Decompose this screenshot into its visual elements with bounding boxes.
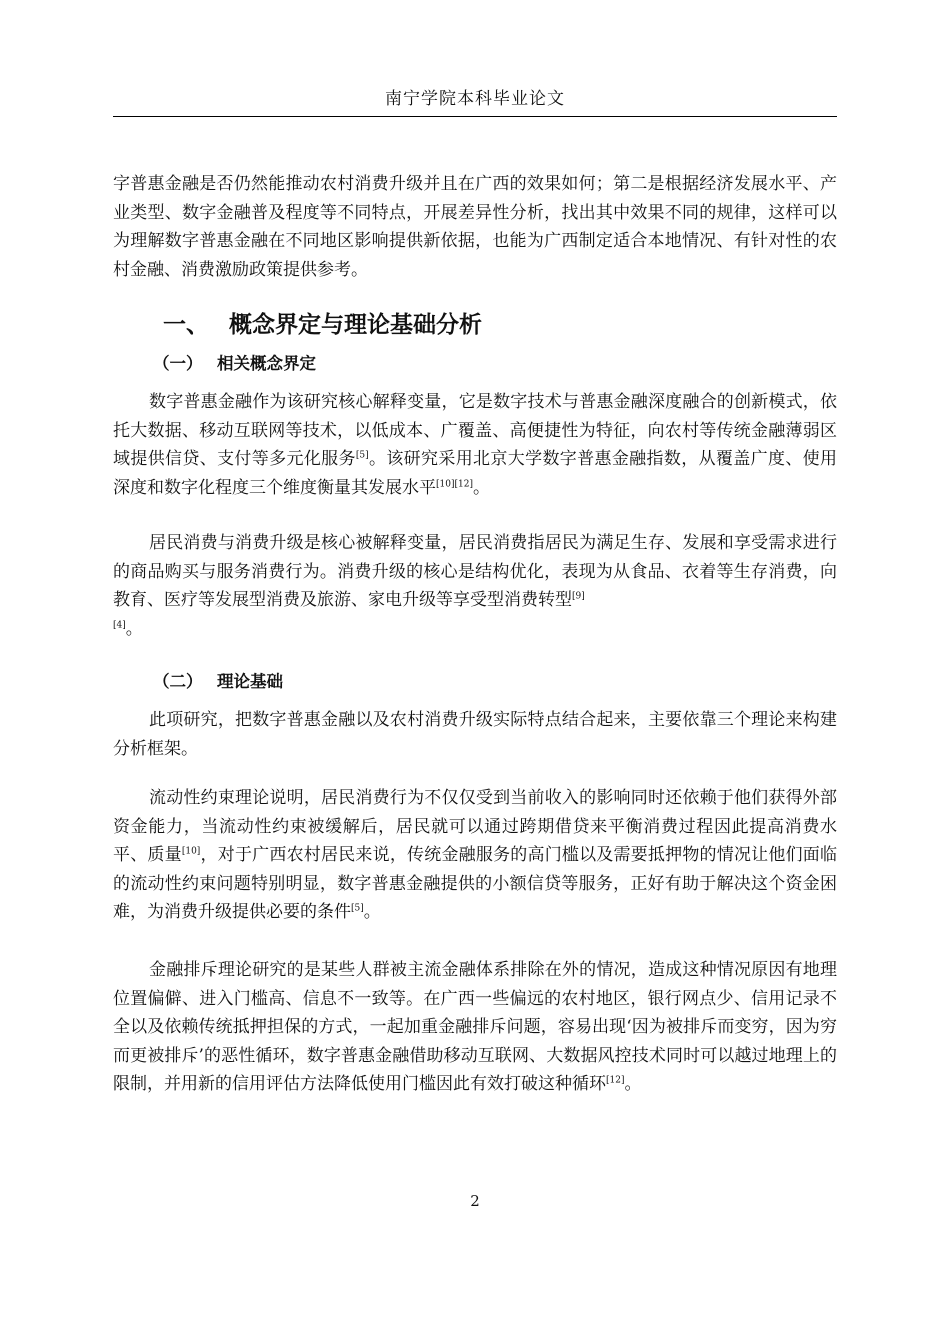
text: 流动性约束理论说明，居民消费行为不仅仅受到当前收入的影响同时还依赖于他们获得外部资金能力，当流动性约束被缓解后，居民就可以通过跨期借贷来平衡消费过程因此提高消费水平、质量 [113,788,837,865]
paragraph-digital-finance [113,388,837,502]
subsection-heading-theory [153,668,283,692]
citation: [9] [572,591,585,602]
paragraph-consumption [113,529,837,643]
subsection-heading-concepts [153,350,316,374]
citation: [12] [606,1075,625,1086]
subsection-number: （二） [153,672,203,691]
citation: [5] [355,450,369,461]
page-number: 2 [470,1192,480,1210]
paragraph-financial-exclusion [113,956,837,1099]
section-title: 概念界定与理论基础分析 [229,312,482,338]
citation: [5] [351,903,364,914]
subsection-title: 理论基础 [217,672,283,691]
text: 。 [125,618,143,639]
text: ，对于广西农村居民来说，传统金融服务的高门槛以及需要抵押物的情况让他们面临的流动性约束问题特别明显，数字普惠金融提供的小额信贷等服务，正好有助于解决这个资金困难，为消费升级提供必要的条件 [113,845,838,922]
citation: [4] [113,619,126,630]
text: 居民消费与消费升级是核心被解释变量，居民消费指居民为满足生存、发展和享受需求进行的商品购买与服务消费行为。消费升级的核心是结构优化，表现为从食品、衣着等生存消费，向教育、医疗等发展型消费及旅游、家电升级等享受型消费转型 [113,533,837,610]
text: 。 [624,1074,642,1094]
text: 。该研究采用北京大学数字普惠金融指数，从覆盖广度、使用深度和数字化程度三个维度衡量其发展水平 [113,449,838,498]
text: 。 [363,902,381,922]
text: 数字普惠金融作为该研究核心解释变量，它是数字技术与普惠金融深度融合的创新模式，依托大数据、移动互联网等技术，以低成本、广覆盖、高便捷性为特征，向农村等传统金融薄弱区域提供信贷、支付等多元化服务 [113,392,837,469]
citation: [10][12] [436,478,473,489]
subsection-title: 相关概念界定 [217,354,316,373]
paragraph-intro-continued: 字普惠金融是否仍然能推动农村消费升级并且在广西的效果如何；第二是根据经济发展水平、产业类型、数字金融普及程度等不同特点，开展差异性分析，找出其中效果不同的规律，这样可以为理解数字普惠金融在不同地区影响提供新依据，也能为广西制定适合本地情况、有针对性的农村金融、消费激励政策提供参考。 [113,174,837,280]
header-rule [113,116,837,117]
section-number: 一、 [163,312,209,338]
citation: [10] [181,846,201,857]
paragraph-framework: 此项研究，把数字普惠金融以及农村消费升级实际特点结合起来，主要依靠三个理论来构建分析框架。 [113,710,837,759]
text: 金融排斥理论研究的是某些人群被主流金融体系排除在外的情况，造成这种情况原因有地理位置偏僻、进入门槛高、信息不一致等。在广西一些偏远的农村地区，银行网点少、信用记录不全以及依赖传统抵押担保的方式，一起加重金融排斥问题，容易出现‘因为被排斥而变穷，因为穷而更被排斥’的恶性循环，数字普惠金融借助移动互联网、大数据风控技术同时可以越过地理上的限制，并用新的信用评估方法降低使用门槛因此有效打破这种循环 [113,960,837,1094]
page-header: 南宁学院本科毕业论文 [385,89,565,109]
subsection-number: （一） [153,354,203,373]
text: 。 [472,477,490,498]
section-heading-1 [163,306,482,339]
paragraph-liquidity-constraint [113,784,837,927]
